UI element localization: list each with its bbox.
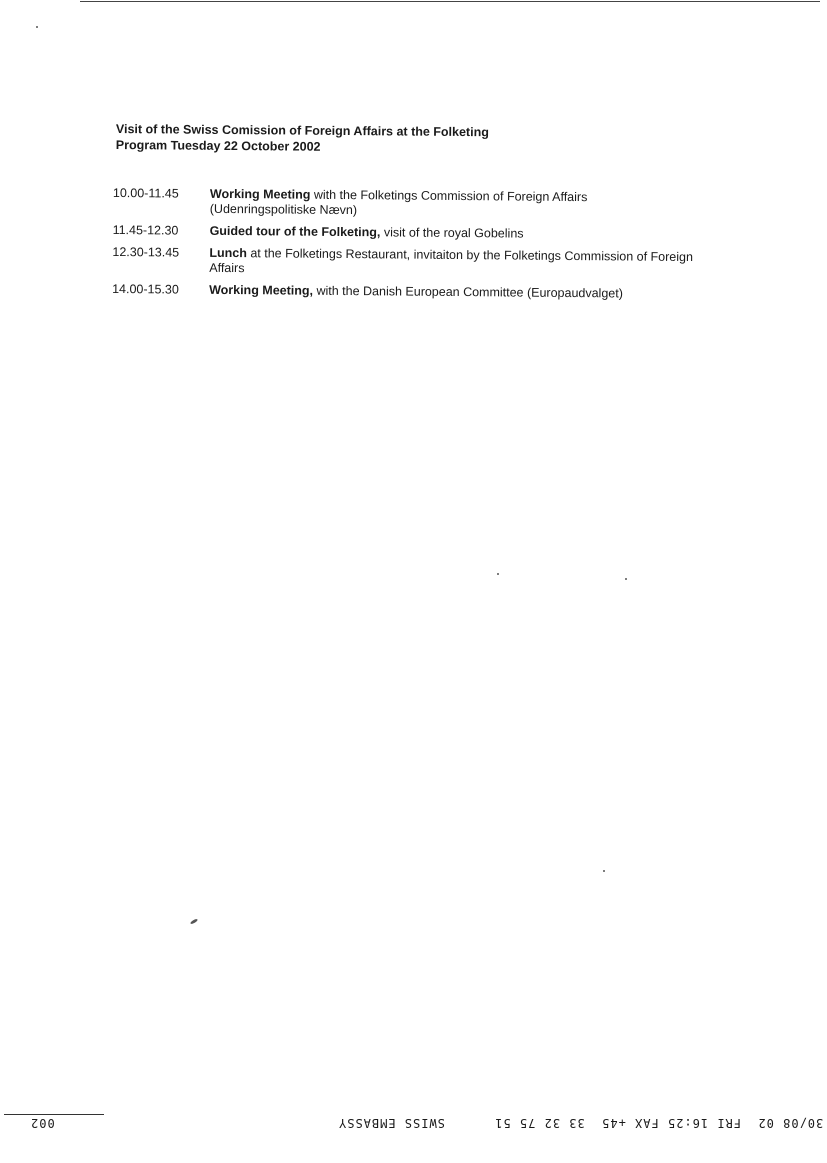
program-activity: Guided tour of the Folketing,: [209, 223, 381, 240]
document-heading: [116, 121, 489, 156]
scan-speck: [625, 578, 627, 580]
footer-rule: [4, 1114, 104, 1115]
heading-title: Visit of the Swiss Comission of Foreign Affairs at the Folketing: [115, 121, 489, 140]
program-detail: at the Folketings Restaurant, invitaiton by the Folketings Commission of Foreign: [246, 246, 694, 265]
program-detail-continued: (Udenringspolitiske Nævn): [209, 201, 358, 218]
program-row: [113, 223, 753, 244]
program-row: [112, 245, 752, 281]
program-activity: Working Meeting: [209, 186, 311, 202]
program-list: [112, 186, 753, 310]
program-activity: Working Meeting,: [209, 282, 314, 298]
scan-speck: [36, 26, 38, 28]
heading-date: Program Tuesday 22 October 2002: [115, 137, 321, 154]
program-detail-continued: Affairs: [209, 260, 245, 276]
fax-top-border: [80, 1, 820, 2]
program-row: [112, 282, 752, 303]
program-detail: visit of the royal Gobelins: [380, 225, 524, 241]
scan-speck: [497, 573, 499, 575]
program-description: [209, 283, 752, 303]
program-time: 11.45-12.30: [112, 222, 179, 238]
program-activity: Lunch: [209, 245, 247, 261]
program-time: 12.30-13.45: [112, 244, 180, 260]
program-time: 14.00-15.30: [112, 281, 179, 297]
program-time: 10.00-11.45: [112, 186, 179, 201]
scan-speck: [190, 918, 198, 925]
program-description: [209, 246, 752, 281]
fax-footer: [0, 1112, 827, 1142]
fax-page-number: 002: [30, 1116, 55, 1130]
program-description: [210, 224, 753, 244]
program-description: [210, 187, 753, 222]
fax-transmission-header: 30/08 02 FRI 16:25 FAX +45 33 32 75 51 SWISS EMBASSY: [338, 1116, 824, 1130]
program-row: [113, 186, 753, 222]
program-detail: with the Danish European Committee (Europaudvalget): [312, 283, 623, 301]
scan-speck: [603, 870, 605, 872]
program-detail: with the Folketings Commission of Foreign Affairs: [310, 187, 588, 205]
